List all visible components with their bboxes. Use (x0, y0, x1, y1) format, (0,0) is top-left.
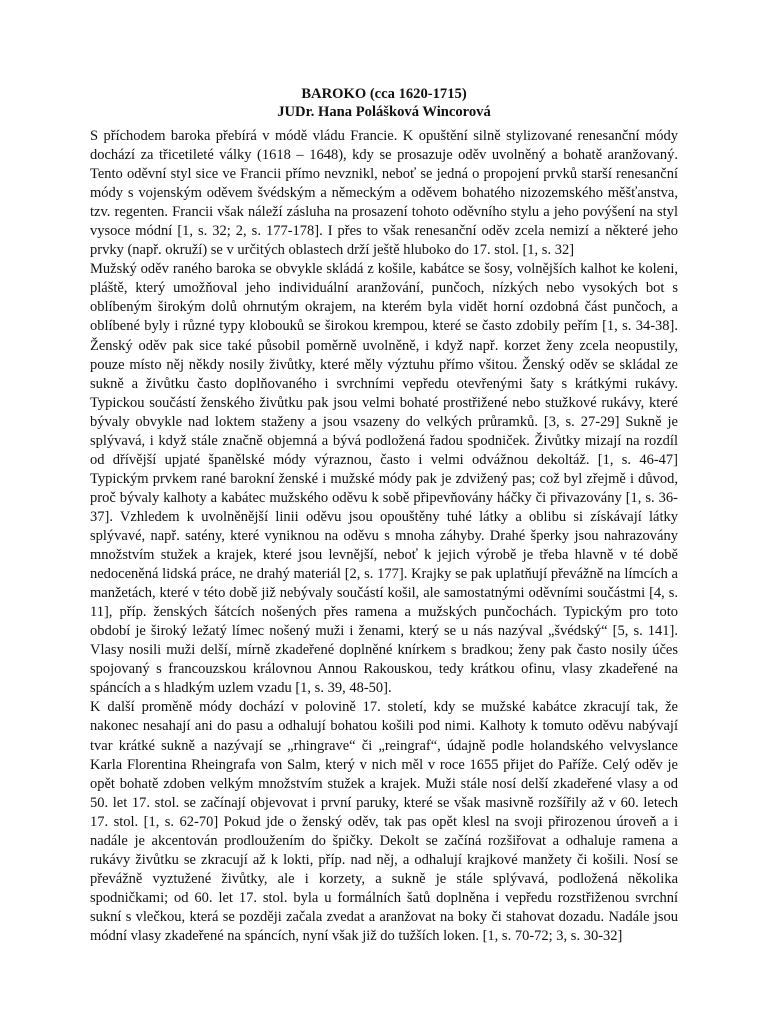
paragraph: S příchodem baroka přebírá v módě vládu Francie. K opuštění silně stylizované renesanční módy dochází za třicetileté války (1618 – 1648), kdy se prosazuje oděv uvolněný a bohatě aranžovaný. Tento oděvní styl sice ve Francii přímo nevznikl, neboť se jedná o propojení prvků starší renesanční módy s vojenským oděvem švédským a německým a oděvem bohatého nizozemského měšťanstva, tzv. regenten. Francii však náleží zásluha na prosazení tohoto oděvního stylu a jeho povýšení na styl vysoce módní [1, s. 32; 2, s. 177-178]. I přes to však renesanční oděv zcela nemizí a některé jeho prvky (např. okruží) se v určitých oblastech drží ještě hluboko do 17. stol. [1, s. 32] (90, 128, 678, 259)
title-block (0, 85, 768, 121)
paragraph: K další proměně módy dochází v polovině 17. století, kdy se mužské kabátce zkracují tak, že nakonec nesahají ani do pasu a odhalují bohatou košili pod nimi. Kalhoty k tomuto oděvu nabývají tvar krátké sukně a nazývají se „rhingrave“ či „reingraf“, údajně podle holandského velvyslance Karla Florentina Rheingrafa von Salm, který v nich měl v roce 1655 přijet do Paříže. Celý oděv je opět bohatě zdoben velkým množstvím stužek a krajek. Muži stále nosí delší zkadeřené vlasy a od 50. let 17. stol. se začínají objevovat i první paruky, které se však masivně rozšířily až v 60. letech 17. stol. [1, s. 62-70] Pokud jde o ženský oděv, tak pas opět klesl na svoji přirozenou úroveň a i nadále je akcentován prodloužením do špičky. Dekolt se začíná rozšiřovat a odhaluje ramena a rukávy živůtku se zkracují až k lokti, příp. nad něj, a odhalují krajkové manžety či košili. Nosí se převážně vyztužené živůtky, ale i korzety, a sukně je stále splývavá, podložená několika spodničkami; od 60. let 17. stol. byla u formálních šatů doplněna i vepředu rozstřiženou svrchní sukní s vlečkou, která se později začala zvedat a aranžovat na boky či stahovat dozadu. Nadále jsou módní vlasy zkadeřené na spáncích, nyní však již do tužších loken. [1, s. 70-72; 3, s. 30-32] (90, 699, 678, 944)
document-author: JUDr. Hana Polášková Wincorová (277, 104, 491, 120)
body-text (90, 127, 678, 946)
document-title: BAROKO (cca 1620-1715) (301, 86, 467, 102)
paragraph: Mužský oděv raného baroka se obvykle skládá z košile, kabátce se šosy, volnějších kalhot ke koleni, pláště, který umožňoval jeho individuální aranžování, punčoch, nízkých nebo vysokých bot s oblíbeným širokým dolů ohrnutým okrajem, na kterém byla vidět horní ozdobná část punčoch, a oblíbené byly i různé typy klobouků se širokou krempou, které se často zdobily peřím [1, s. 34-38]. Ženský oděv pak sice také působil poměrně uvolněně, i když např. korzet ženy zcela neopustily, pouze místo něj někdy nosily živůtky, které měly výztuhu přímo všitou. Ženský oděv se skládal ze sukně a živůtku často doplňovaného i svrchními vepředu otevřenými šaty s krátkými rukávy. Typickou součástí ženského živůtku pak jsou velmi bohaté prostřižené nebo stužkové rukávy, které bývaly obvykle nad loktem staženy a jsou vsazeny do velkých průramků. [3, s. 27-29] Sukně je splývavá, i když stále značně objemná a bývá podložená řadou spodniček. Živůtky mizají na rozdíl od dřívější upjaté španělské módy výraznou, často i velmi odvážnou dekoltáž. [1, s. 46-47] Typickým prvkem rané barokní ženské i mužské módy pak je zdvižený pas; což byl zřejmě i důvod, proč bývaly kalhoty a kabátec mužského oděvu k sobě připevňovány háčky či přivazovány [1, s. 36-37]. Vzhledem k uvolněnější linii oděvu jsou opouštěny tuhé látky a oblibu si získávají látky splývavé, např. satény, které vyniknou na oděvu s mnoha záhyby. Drahé šperky jsou nahrazovány množstvím stužek a krajek, které jsou levnější, neboť k jejich výrobě je třeba hlavně v té době nedoceněná lidská práce, ne drahý materiál [2, s. 177]. Krajky se pak uplatňují převážně na límcích a manžetách, které v této době již nebývaly součástí košil, ale samostatnými oděvními součástmi [4, s. 11], příp. ženských šátcích nošených přes ramena a mužských punčochách. Typickým pro toto období je široký ležatý límec nošený muži i ženami, který se u nás nazýval „švédský“ [5, s. 141]. Vlasy nosili muži delší, mírně zkadeřené doplněné knírkem s bradkou; ženy pak často nosily účes spojovaný s francouzskou královnou Annou Rakouskou, tedy krátkou ofinu, vlasy zkadeřené na spáncích a s hladkým uzlem vzadu [1, s. 39, 48-50]. (90, 261, 678, 697)
